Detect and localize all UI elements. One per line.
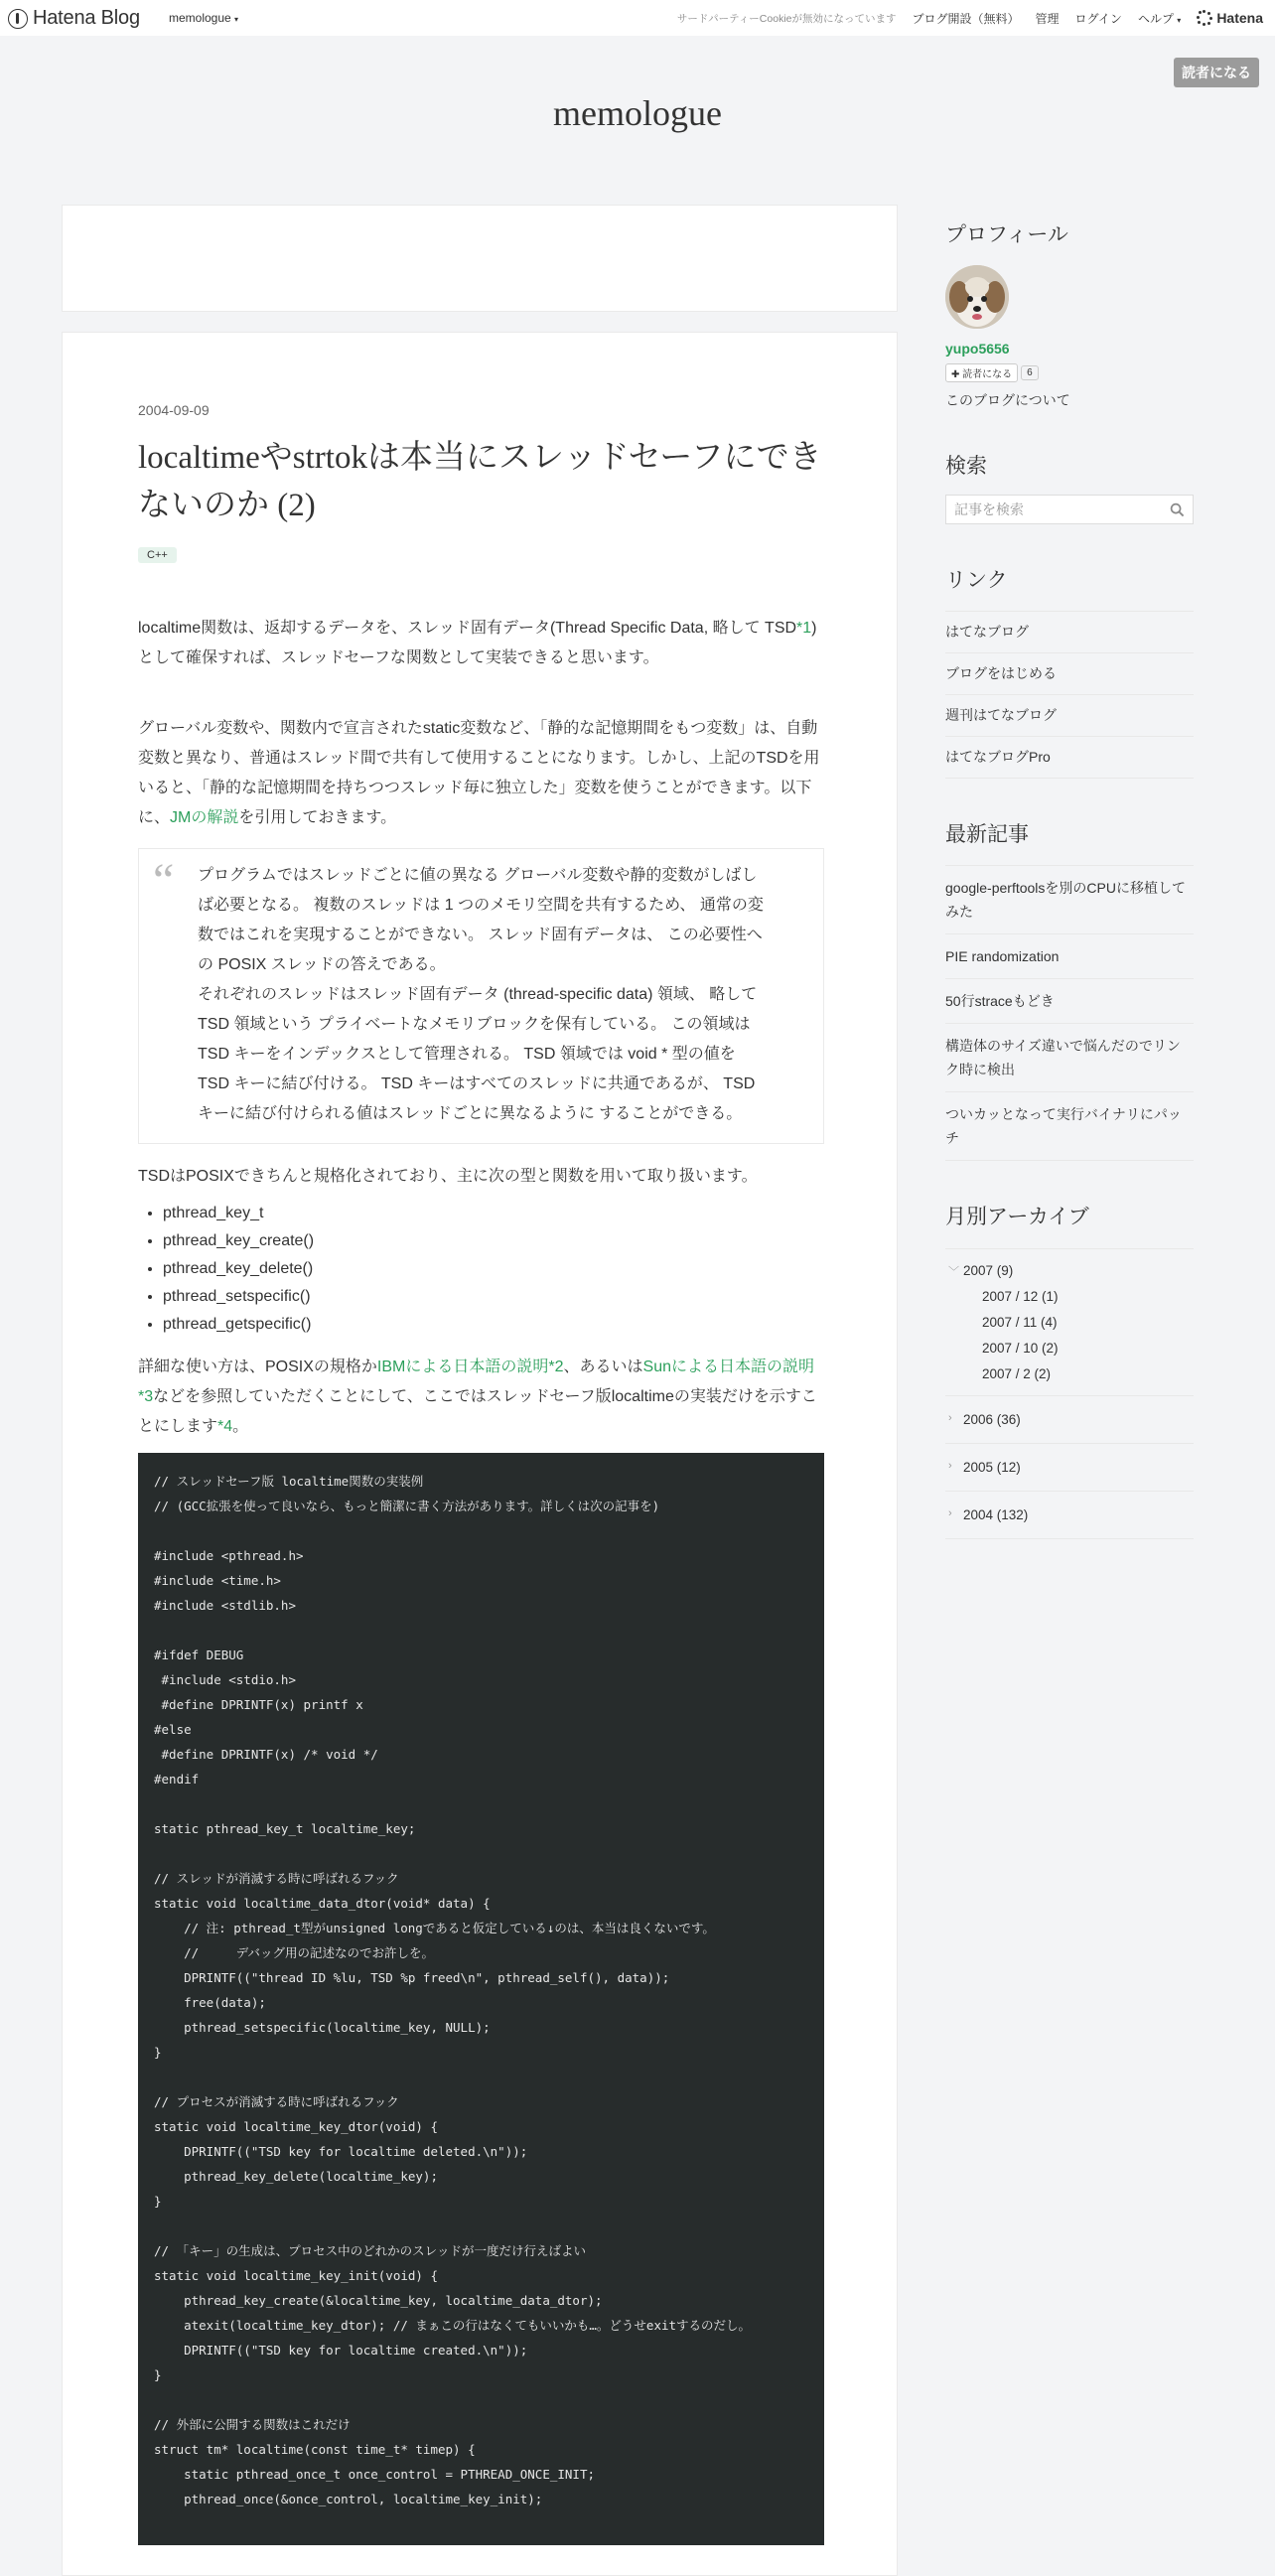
- function-list: [138, 1200, 824, 1339]
- text: 。: [232, 1418, 249, 1435]
- links-list: [945, 611, 1194, 779]
- cookie-notice: サードパーティーCookieが無効になっています: [676, 12, 897, 25]
- help-dropdown[interactable]: [1138, 10, 1181, 27]
- quote-line: 数ではこれを実現することができない。 スレッド固有データは、 この必要性へ: [198, 927, 763, 943]
- ibm-explanation-link[interactable]: IBMによる日本語の説明: [376, 1359, 549, 1375]
- dog-avatar-icon: [945, 265, 1009, 329]
- search-heading: 検索: [945, 455, 987, 478]
- text: localtime関数は、返却するデータを、スレッド固有データ(Thread Specific Data, 略して TSD: [138, 620, 797, 637]
- quote-line: ば必要となる。 複数のスレッドは 1 つのメモリ空間を共有するため、 通常の変: [198, 897, 764, 914]
- avatar[interactable]: [945, 265, 1009, 329]
- entry-date[interactable]: 2004-09-09: [138, 402, 210, 418]
- text: を引用しておきます。: [238, 809, 397, 826]
- links-heading: リンク: [945, 569, 1008, 592]
- open-blog-link[interactable]: ブログ開設（無料）: [912, 11, 1020, 26]
- plus-icon: ✚: [951, 369, 960, 380]
- chevron-right-icon: ›: [948, 1507, 952, 1519]
- hatena-logo[interactable]: [1197, 10, 1263, 26]
- login-link[interactable]: ログイン: [1074, 11, 1122, 26]
- text: 詳細な使い方は、POSIXの規格か: [138, 1359, 377, 1375]
- list-item: • pthread_key_delete(): [163, 1255, 824, 1283]
- search-module: [945, 450, 1194, 524]
- recent-entry-link[interactable]: 構造体のサイズ違いで悩んだのでリンク時に検出: [945, 1023, 1194, 1091]
- jm-explanation-link[interactable]: JMの解説: [170, 809, 239, 826]
- quote-line: TSD キーをインデックスとして管理される。 TSD 領域では void * 型の値を: [198, 1046, 736, 1063]
- quote-mark-icon: “: [153, 854, 175, 907]
- help-label: ヘルプ: [1137, 11, 1174, 26]
- recent-entries-module: [945, 818, 1194, 1161]
- list-item: • pthread_key_create(): [163, 1227, 824, 1255]
- paragraph-1: [138, 614, 824, 673]
- entry-article: [62, 332, 898, 2576]
- hatena-dots-icon: [1197, 10, 1212, 26]
- about-blog-link[interactable]: このブログについて: [945, 392, 1070, 408]
- profile-module: [945, 218, 1194, 410]
- footnote-link-4[interactable]: *4: [217, 1418, 233, 1435]
- footnote-link-2[interactable]: *2: [548, 1359, 564, 1375]
- footnote-link-3[interactable]: *3: [138, 1388, 154, 1405]
- recent-list: [945, 865, 1194, 1161]
- search-icon[interactable]: [1170, 502, 1185, 517]
- search-input[interactable]: [946, 496, 1145, 523]
- text: )として確保すれば、スレッドセーフな関数として実装できると思います。: [138, 620, 817, 666]
- recent-entry-link[interactable]: google-perftoolsを別のCPUに移植してみた: [945, 865, 1194, 933]
- archive-year-2007[interactable]: [945, 1263, 1194, 1278]
- recent-heading: 最新記事: [945, 823, 1029, 846]
- archive-heading: 月別アーカイブ: [945, 1206, 1089, 1228]
- sun-explanation-link[interactable]: Sunによる日本語の説明: [642, 1359, 814, 1375]
- footnote-link-1[interactable]: *1: [796, 620, 812, 637]
- archive-module: [945, 1201, 1194, 1539]
- quote-line: TSD 領域という プライベートなメモリブロックを保有している。 この領域は: [198, 1016, 751, 1033]
- recent-entry-link[interactable]: 50行straceもどき: [945, 978, 1194, 1023]
- archive-year-2005[interactable]: [945, 1460, 1194, 1475]
- follow-label: 読者になる: [962, 369, 1013, 380]
- quote-line: の POSIX スレッドの答えである。: [198, 956, 446, 973]
- recent-entry-link[interactable]: PIE randomization: [945, 933, 1194, 978]
- archive-month-link[interactable]: 2007 / 2 (2): [982, 1366, 1052, 1381]
- entry-title[interactable]: localtimeやstrtokは本当にスレッドセーフにできないのか (2): [138, 440, 822, 523]
- admin-link[interactable]: 管理: [1035, 11, 1060, 26]
- paragraph-4: [138, 1353, 824, 1442]
- quote-line: それぞれのスレッドはスレッド固有データ (thread-specific data) 領域、 略して: [198, 986, 758, 1003]
- sidebar-link[interactable]: はてなブログ: [945, 611, 1194, 652]
- category-tag[interactable]: C++: [138, 547, 177, 563]
- quote-line: TSD キーに結び付ける。 TSD キーはすべてのスレッドに共通であるが、 TSD: [198, 1075, 756, 1092]
- chevron-down-icon: ﹀: [948, 1266, 959, 1278]
- archive-month-link[interactable]: 2007 / 10 (2): [982, 1341, 1059, 1356]
- list-item: • pthread_setspecific(): [163, 1283, 824, 1311]
- search-box: [945, 495, 1194, 524]
- recent-entry-link[interactable]: ついカッとなって実行バイナリにパッチ: [945, 1091, 1194, 1160]
- follow-button[interactable]: [945, 363, 1018, 382]
- sidebar-link[interactable]: 週刊はてなブログ: [945, 694, 1194, 736]
- hatena-blog-logo-icon: [8, 9, 28, 29]
- sidebar-link[interactable]: ブログをはじめる: [945, 652, 1194, 694]
- blockquote: [138, 848, 824, 1144]
- blog-switch-dropdown[interactable]: [169, 11, 238, 25]
- list-item: • pthread_key_t: [163, 1200, 824, 1227]
- follower-count[interactable]: 6: [1021, 365, 1039, 380]
- ad-area: [62, 205, 898, 312]
- chevron-right-icon: ›: [948, 1460, 952, 1472]
- archive-year-2006[interactable]: [945, 1412, 1194, 1427]
- profile-heading: プロフィール: [945, 223, 1068, 246]
- archive-year-label: 2004 (132): [963, 1507, 1029, 1522]
- archive-year-label: 2007 (9): [963, 1263, 1014, 1278]
- text: グローバル変数や、関数内で宣言されたstatic変数など、「静的な記憶期間をもつ変数」は、自動変数と異なり、普通はスレッド間で共有して使用することになります。しかし、上記のTSDを用いると、「静的な記憶期間を持ちつつスレッド毎に独立した」変数を使うことができます。以下に、: [138, 720, 820, 826]
- user-id-link[interactable]: yupo5656: [945, 341, 1010, 357]
- chevron-right-icon: ›: [948, 1412, 952, 1424]
- list-item: • pthread_getspecific(): [163, 1311, 824, 1339]
- archive-month-link[interactable]: 2007 / 11 (4): [982, 1315, 1058, 1330]
- paragraph-3: TSDはPOSIXできちんと規格化されており、主に次の型と関数を用いて取り扱います。: [138, 1168, 758, 1185]
- hatena-blog-logo[interactable]: [8, 7, 140, 30]
- paragraph-2: [138, 714, 824, 833]
- brand-text: Hatena Blog: [33, 7, 140, 29]
- hatena-logo-text: Hatena: [1216, 10, 1263, 26]
- sidebar: [945, 218, 1194, 1539]
- links-module: [945, 564, 1194, 779]
- caret-down-icon: ▾: [234, 15, 239, 24]
- text: などを参照していただくことにして、ここではスレッドセーフ版localtimeの実装だけを示すことにします: [138, 1388, 817, 1435]
- global-header: [0, 0, 1275, 36]
- quote-line: プログラムではスレッドごとに値の異なる グローバル変数や静的変数がしばし: [198, 867, 758, 884]
- archive-year-label: 2006 (36): [963, 1412, 1021, 1427]
- archive-year-label: 2005 (12): [963, 1460, 1021, 1475]
- quote-line: キーに結び付けられる値はスレッドごとに異なるように することができる。: [198, 1105, 743, 1122]
- blog-title[interactable]: memologue: [553, 93, 722, 133]
- text: 、あるいは: [563, 1359, 643, 1375]
- caret-down-icon: ▾: [1177, 15, 1182, 25]
- code-block: // スレッドセーフ版 localtime関数の実装例 // (GCC拡張を使って良いなら、もっと簡潔に書く方法があります。詳しくは次の記事を) #include <pthread.h> #include <time.h> #include <stdlib.h> #ifdef DEBUG #include <stdio.h> #define DPRINTF(x) printf x #else #define DPRINTF(x) /* void */ #endif static pthread_key_t localtime_key; // スレッドが消滅する時に呼ばれるフック static void localtime_data_dtor(void* data) { // 注: pthread_t型がunsigned longであると仮定している↓のは、本当は良くないです。 // デバッグ用の記述なのでお許しを。 DPRINTF(("thread ID %lu, TSD %p freed\n", pthread_self(), data)); free(data); pthread_setspecific(localtime_key, NULL); } // プロセスが消滅する時に呼ばれるフック static void localtime_key_dtor(void) { DPRINTF(("TSD key for localtime deleted.\n")); pthread_key_delete(localtime_key); } // 「キー」の生成は、プロセス中のどれかのスレッドが一度だけ行えばよい static void localtime_key_init(void) { pthread_key_create(&localtime_key, localtime_data_dtor); atexit(localtime_key_dtor); // まぁこの行はなくてもいいかも…。どうせexitするのだし。 DPRINTF(("TSD key for localtime created.\n")); } // 外部に公開する関数はこれだけ struct tm* localtime(const time_t* timep) { static pthread_once_t once_control = PTHREAD_ONCE_INIT; pthread_once(&once_control, localtime_key_init);: [138, 1453, 824, 2545]
- sidebar-link[interactable]: はてなブログPro: [945, 736, 1194, 778]
- blog-switch-label: memologue: [169, 11, 231, 25]
- subscribe-button[interactable]: 読者になる: [1174, 58, 1259, 87]
- archive-month-link[interactable]: 2007 / 12 (1): [982, 1289, 1059, 1304]
- archive-year-2004[interactable]: [945, 1507, 1194, 1522]
